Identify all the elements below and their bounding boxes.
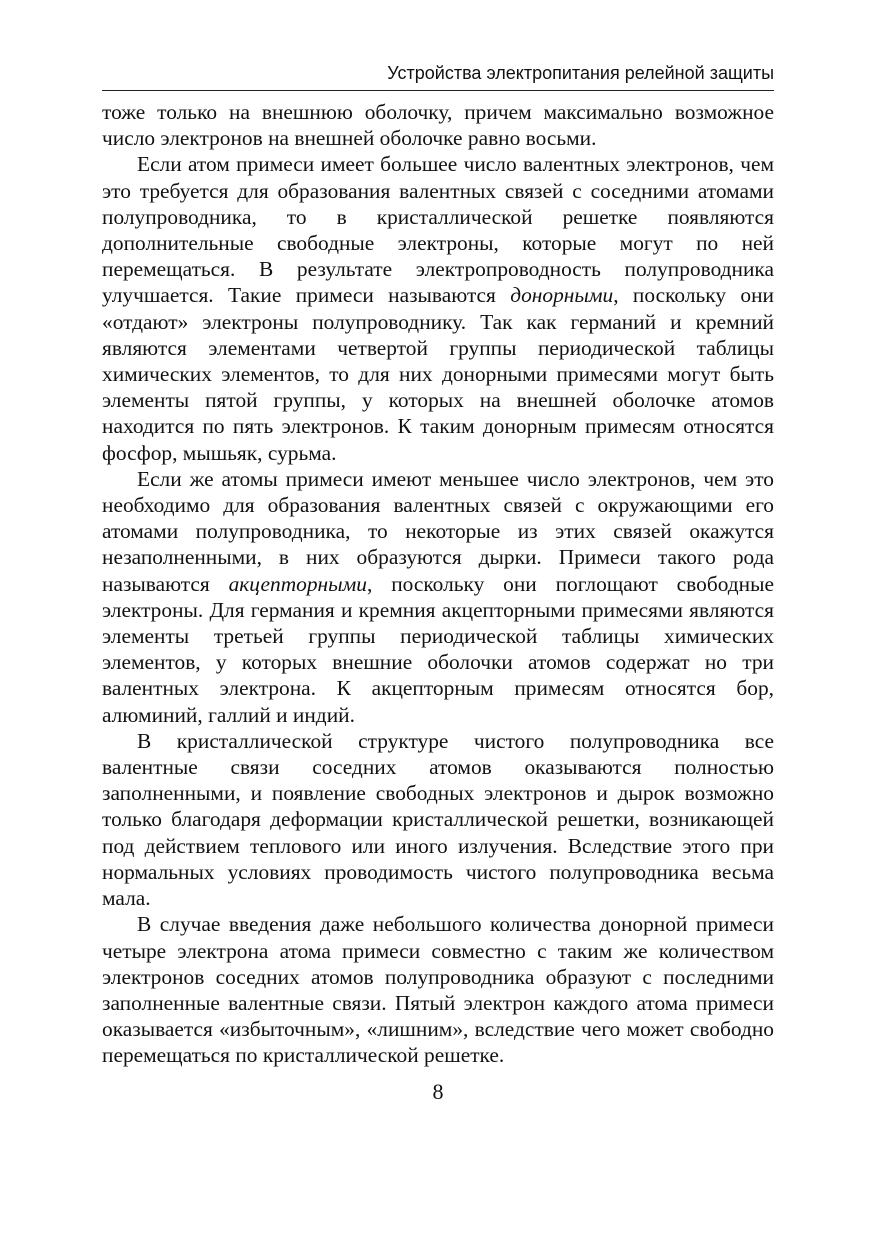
paragraph-text: , поскольку они поглощают свободные электроны. Для германия и кремния акцепторными примесями являются элементы третьей группы периодической таблицы химических элементов, у которых внешние оболочки атомов содержат но три валентных электрона. К акцепторным примесям относятся бор, алюминий, галлий и индий. <box>102 571 774 727</box>
paragraph-text: Если атом примеси имеет большее число валентных электронов, чем это требуется для образования валентных связей с соседними атомами полупроводника, то в кристаллической решетке появляются дополнительные свободные электроны, которые могут по ней перемещаться. В результате электропроводность полупроводника улучшается. Такие примеси называются <box>102 152 774 308</box>
running-header: Устройства электропитания релейной защиты <box>102 62 774 91</box>
book-page <box>102 62 774 1105</box>
body-text <box>102 99 774 1069</box>
term-donor: донорными <box>510 283 614 308</box>
term-acceptor: акцепторными <box>228 571 367 596</box>
page-number: 8 <box>432 1078 444 1104</box>
paragraph-text: тоже только на внешнюю оболочку, причем максимально возможное число электронов на внешней оболочке равно восьми. <box>102 100 774 151</box>
paragraph-text: В кристаллической структуре чистого полупроводника все валентные связи соседних атомов оказываются полностью заполненными, и появление свободных электронов и дырок возможно только благодаря деформации кристаллической решетки, возникающей под действием теплового или иного излучения. Вследствие этого при нормальных условиях проводимость чистого полупроводника весьма мала. <box>102 728 774 911</box>
paragraph-5 <box>102 911 774 1068</box>
paragraph-1 <box>102 99 774 151</box>
paragraph-text: Если же атомы примеси имеют меньшее число электронов, чем это необходимо для образования валентных связей с окружающими его атомами полупроводника, то некоторые из этих связей окажутся незаполненными, в них образуются дырки. Примеси такого рода называются <box>102 466 774 596</box>
paragraph-text: В случае введения даже небольшого количества донорной примеси четыре электрона атома примеси совместно с таким же количеством электронов соседних атомов полупроводника образуют с последними заполненные валентные связи. Пятый электрон каждого атома примеси оказывается «избыточным», «лишним», вследствие чего может свободно перемещаться по кристаллической решетке. <box>102 912 774 1068</box>
paragraph-4 <box>102 728 774 911</box>
paragraph-text: , поскольку они «отдают» электроны полупроводнику. Так как германий и кремний являются элементами четвертой группы периодической таблицы химических элементов, то для них донорными примесями могут быть элементы пятой группы, у которых на внешней оболочке атомов находится по пять электронов. К таким донорным примесям относятся фосфор, мышьяк, сурьма. <box>102 283 774 465</box>
paragraph-2 <box>102 151 774 465</box>
paragraph-3 <box>102 466 774 728</box>
